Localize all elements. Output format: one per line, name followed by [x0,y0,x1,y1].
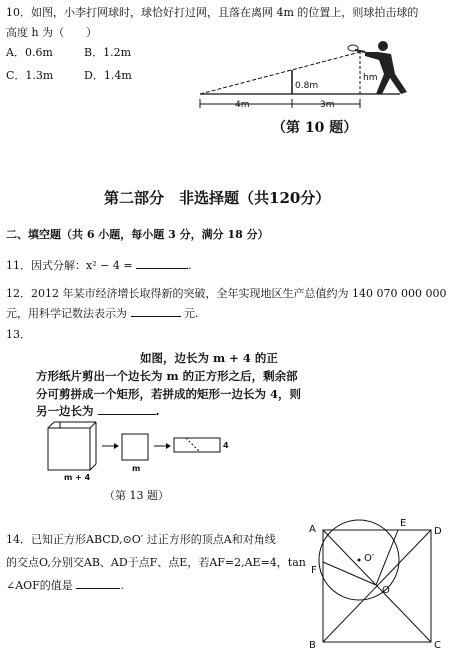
label-O: O [382,585,390,596]
q10-line2: 高度 h 为（ ） [6,26,98,39]
q10-option-c: C．1.3m [6,69,54,82]
q14-geometry-figure [300,510,469,661]
q10-line1: 10．如图，小李打网球时，球恰好打过网，且落在离网 4m 的位置上，则球拍击球的 [6,6,419,19]
q10-option-d: D．1.4m [84,69,132,82]
q13-label-small: m [132,464,141,473]
section-heading: 二、填空题（共 6 小题，每小题 3 分，满分 18 分） [6,228,269,241]
q13-figure [40,420,250,482]
q12-line2-wrap [6,305,199,321]
q10-caption: （第 10 题） [272,120,358,136]
q14-line1: 14．已知正方形ABCD,⊙O′ 过正方形的顶点A和对角线 [6,533,276,546]
label-F: F [311,565,317,576]
q11: 11．因式分解：x² − 4 = . [6,259,192,272]
label-C: C [434,640,441,651]
h-label: hm [363,73,378,83]
q10-option-a: A．0.6m [6,46,53,59]
dist-4m-label: 4m [235,100,250,110]
q11-answer-blank[interactable] [136,268,188,269]
q13-caption: （第 13 题） [104,489,169,502]
q10-option-b: B．1.2m [84,46,132,59]
q13-label-rect: 4 [223,441,229,450]
q13-line1: 如图，边长为 m + 4 的正 [140,351,278,365]
net-height-label: 0.8m [295,81,319,91]
q13-number: 13． [6,328,31,341]
q12-suffix: 元. [184,307,199,320]
q13-answer-blank[interactable] [98,414,156,415]
label-A: A [309,524,316,535]
label-E: E [400,518,407,529]
dist-3m-label: 3m [320,100,335,110]
q14-answer-blank[interactable] [76,588,120,589]
q14-line3: ∠AOF的值是 [6,579,73,592]
q13-line2: 方形纸片剪出一个边长为 m 的正方形之后，剩余部 [36,369,298,383]
q12-line1: 12．2012 年某市经济增长取得新的突破，全年实现地区生产总值约为 140 070 000 000 [6,287,447,300]
q13-label-big: m + 4 [64,473,91,482]
player-icon [348,41,407,94]
q10-tennis-figure [195,30,465,120]
q14-line3-wrap: ∠AOF的值是 . [6,579,124,592]
q14-line2: 的交点O,分别交AB、AD于点F、点E，若AF=2,AE=4，tan [6,556,306,569]
q13-line4-wrap: 另一边长为 . [36,404,160,418]
q12-line2: 元，用科学记数法表示为 [6,307,127,320]
label-O-prime: O′ [364,553,375,564]
label-B: B [309,640,316,651]
q13-line4: 另一边长为 [36,404,94,418]
q12-answer-blank[interactable] [131,316,181,317]
label-D: D [434,526,442,537]
q11-text: 11．因式分解：x² − 4 = [6,259,133,272]
q13-line3: 分可剪拼成一个矩形，若拼成的矩形一边长为 4，则 [36,387,302,401]
part2-title: 第二部分 非选择题（共120分） [104,189,331,207]
